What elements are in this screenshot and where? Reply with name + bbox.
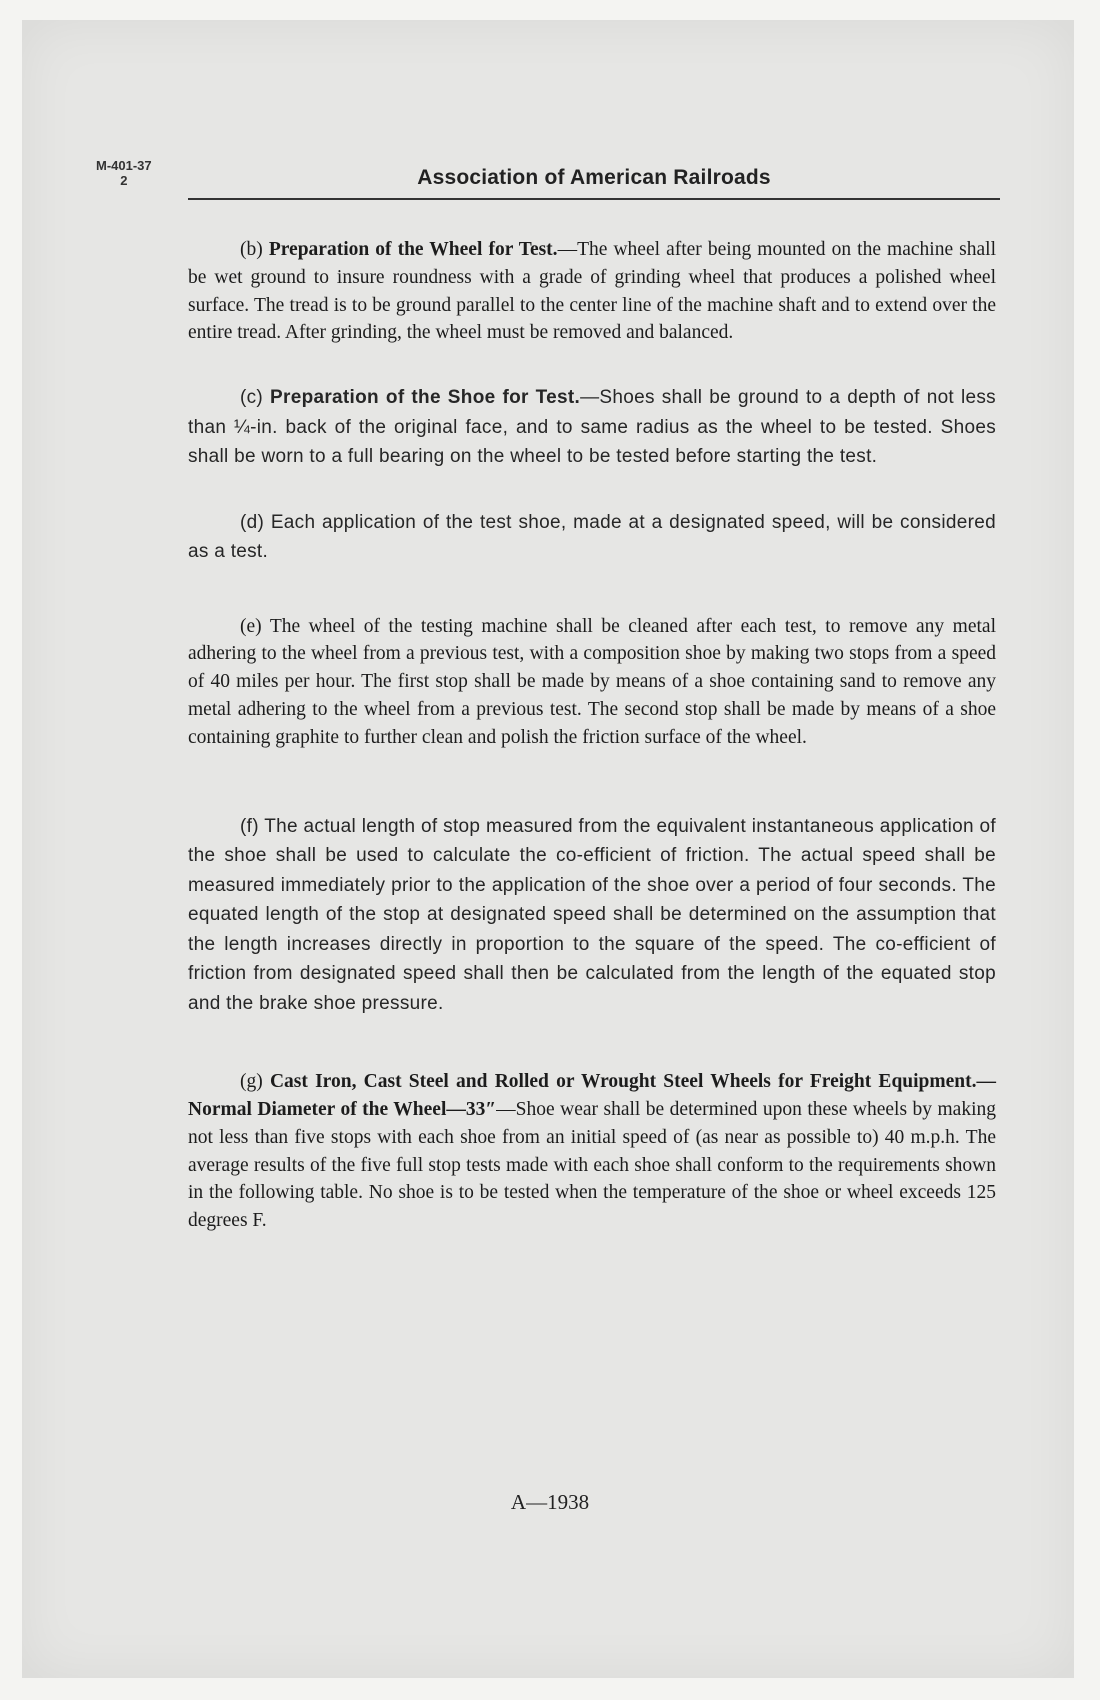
section-c-text: —Shoes shall be ground to a depth of not less than ¼-in. back of the original face, and to same radius as the wheel to be tested. Shoes shall be worn to a full bearing on the wheel to be tested before starting the test. <box>188 387 996 468</box>
section-b <box>188 236 996 347</box>
header-rule <box>188 198 1000 200</box>
section-e <box>188 613 996 752</box>
document-body <box>188 236 996 1271</box>
section-f <box>188 812 996 1019</box>
section-c <box>188 383 996 472</box>
page-title: Association of American Railroads <box>417 166 771 189</box>
section-f-text: The actual length of stop measured from the equivalent instantaneous application of the shoe shall be used to calculate the co-efficient of friction. The actual speed shall be measured immediately prior to the application of the shoe over a period of four seconds. The equated length of the stop at designated speed shall be determined on the assumption that the length increases directly in proportion to the square of the speed. The co-efficient of friction from designated speed shall then be calculated from the length of the equated stop and the brake shoe pressure. <box>188 815 996 1014</box>
document-page-number: 2 <box>120 173 128 188</box>
section-d-text: Each application of the test shoe, made at a designated speed, will be considered as a test. <box>188 511 996 563</box>
section-d <box>188 508 996 567</box>
footer-code: A—1938 <box>510 1490 590 1514</box>
document-code-number: M-401-37 <box>96 158 152 173</box>
section-e-label: (e) <box>240 615 262 637</box>
section-d-label: (d) <box>240 511 265 533</box>
document-code <box>96 158 152 188</box>
section-b-label: (b) <box>240 239 263 260</box>
section-b-heading: Preparation of the Wheel for Test. <box>268 239 558 260</box>
section-f-label: (f) <box>240 815 259 837</box>
section-c-heading: Preparation of the Shoe for Test. <box>270 387 581 409</box>
section-b-text: —The wheel after being mounted on the machine shall be wet ground to insure roundness with a grade of grinding wheel that produces a polished wheel surface. The tread is to be ground parallel to the center line of the machine shaft and to extend over the entire tread. After grinding, the wheel must be removed and balanced. <box>188 239 997 344</box>
section-e-text: The wheel of the testing machine shall be cleaned after each test, to remove any metal adhering to the wheel from a previous test, with a composition shoe by making two stops from a speed of 40 miles per hour. The first stop shall be made by means of a shoe containing sand to remove any metal adhering to the wheel from a previous test. The second stop shall be made by means of a shoe containing graphite to further clean and polish the friction surface of the wheel. <box>188 615 996 748</box>
section-g <box>188 1068 996 1235</box>
section-c-label: (c) <box>240 387 264 409</box>
section-g-label: (g) <box>240 1071 263 1093</box>
section-g-text: —Shoe wear shall be determined upon these wheels by making not less than five stops with each shoe from an initial speed of (as near as possible to) 40 m.p.h. The average results of the five full stop tests made with each shoe shall conform to the requirements shown in the following table. No shoe is to be tested when the temperature of the shoe or wheel exceeds 125 degrees F. <box>188 1098 996 1232</box>
section-g-heading: Cast Iron, Cast Steel and Rolled or Wrought Steel Wheels for Freight Equipment.—Normal Diameter of the Wheel—33″ <box>188 1071 997 1120</box>
